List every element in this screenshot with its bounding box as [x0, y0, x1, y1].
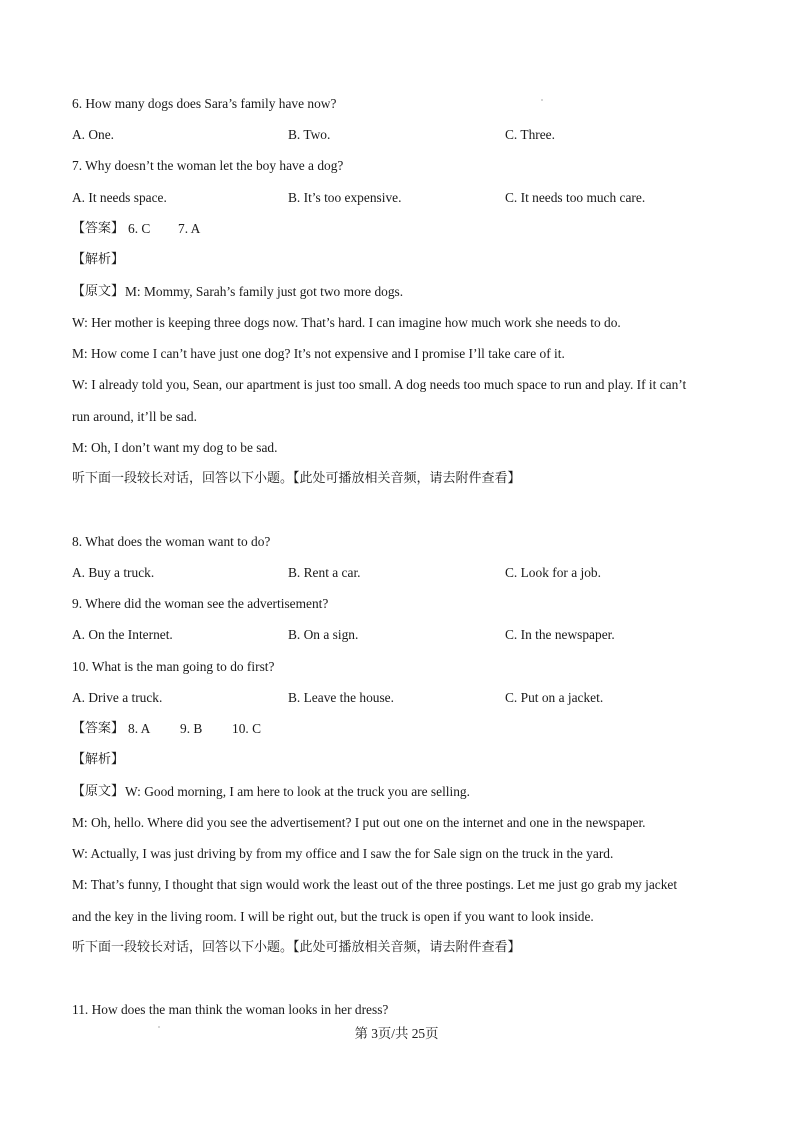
answer-label: 【答案】	[72, 721, 125, 736]
question-10: 10. What is the man going to do first?	[72, 659, 275, 674]
transcript-line: M: That’s funny, I thought that sign would work the least out of the three postings. Let me just go grab my jacket	[72, 877, 678, 892]
transcript-line	[72, 784, 732, 800]
answer-item: 6. C	[128, 221, 151, 236]
answer-item: 7. A	[178, 221, 201, 236]
question-8: 8. What does the woman want to do?	[72, 534, 271, 549]
answer-line	[72, 721, 732, 737]
question-10-options	[72, 690, 732, 706]
answer-item: 8. A	[128, 721, 151, 736]
option-c: C. Put on a jacket.	[505, 690, 604, 705]
option-b: B. It’s too expensive.	[288, 190, 402, 205]
transcript-line: W: Actually, I was just driving by from my office and I saw the for Sale sign on the truck in the yard.	[72, 846, 614, 861]
answer-label: 【答案】	[72, 221, 125, 236]
question-8-options	[72, 565, 732, 581]
transcript-line	[72, 284, 732, 300]
question-7: 7. Why doesn’t the woman let the boy have a dog?	[72, 158, 344, 173]
listening-instruction: 听下面一段较长对话，回答以下小题。【此处可播放相关音频，请去附件查看】	[72, 940, 521, 955]
option-b: B. Two.	[288, 127, 331, 142]
transcript-text: M: Mommy, Sarah’s family just got two more dogs.	[125, 284, 404, 299]
original-label: 【原文】	[72, 284, 125, 299]
question-9-options	[72, 627, 732, 643]
option-c: C. It needs too much care.	[505, 190, 646, 205]
option-a: A. One.	[72, 127, 115, 142]
question-6: 6. How many dogs does Sara’s family have now?	[72, 96, 337, 111]
question-9: 9. Where did the woman see the advertisement?	[72, 596, 329, 611]
answer-item: 10. C	[232, 721, 262, 736]
option-a: A. On the Internet.	[72, 627, 173, 642]
option-c: C. Look for a job.	[505, 565, 601, 580]
transcript-line: and the key in the living room. I will be right out, but the truck is open if you want to look inside.	[72, 909, 594, 924]
answer-item: 9. B	[180, 721, 203, 736]
scan-speck	[541, 99, 543, 101]
analysis-label: 【解析】	[72, 252, 125, 267]
listening-instruction: 听下面一段较长对话，回答以下小题。【此处可播放相关音频，请去附件查看】	[72, 471, 521, 486]
analysis-label: 【解析】	[72, 752, 125, 767]
option-c: C. Three.	[505, 127, 555, 142]
question-6-options	[72, 127, 732, 143]
original-label: 【原文】	[72, 784, 125, 799]
scan-speck	[158, 1026, 160, 1028]
transcript-line: W: I already told you, Sean, our apartment is just too small. A dog needs too much space to run and play. If it can’t	[72, 377, 687, 392]
option-c: C. In the newspaper.	[505, 627, 615, 642]
option-a: A. It needs space.	[72, 190, 167, 205]
answer-line	[72, 221, 732, 237]
page-number-footer: 第 3页/共 25页	[354, 1026, 439, 1041]
transcript-line: run around, it’ll be sad.	[72, 409, 197, 424]
option-a: A. Drive a truck.	[72, 690, 163, 705]
option-a: A. Buy a truck.	[72, 565, 155, 580]
transcript-line: W: Her mother is keeping three dogs now. That’s hard. I can imagine how much work she needs to do.	[72, 315, 621, 330]
transcript-line: M: How come I can’t have just one dog? It’s not expensive and I promise I’ll take care of it.	[72, 346, 565, 361]
option-b: B. On a sign.	[288, 627, 359, 642]
option-b: B. Rent a car.	[288, 565, 361, 580]
transcript-line: M: Oh, hello. Where did you see the advertisement? I put out one on the internet and one in the newspaper.	[72, 815, 646, 830]
transcript-line: M: Oh, I don’t want my dog to be sad.	[72, 440, 278, 455]
question-7-options	[72, 190, 732, 206]
option-b: B. Leave the house.	[288, 690, 394, 705]
question-11: 11. How does the man think the woman looks in her dress?	[72, 1002, 389, 1017]
transcript-text: W: Good morning, I am here to look at the truck you are selling.	[125, 784, 470, 799]
